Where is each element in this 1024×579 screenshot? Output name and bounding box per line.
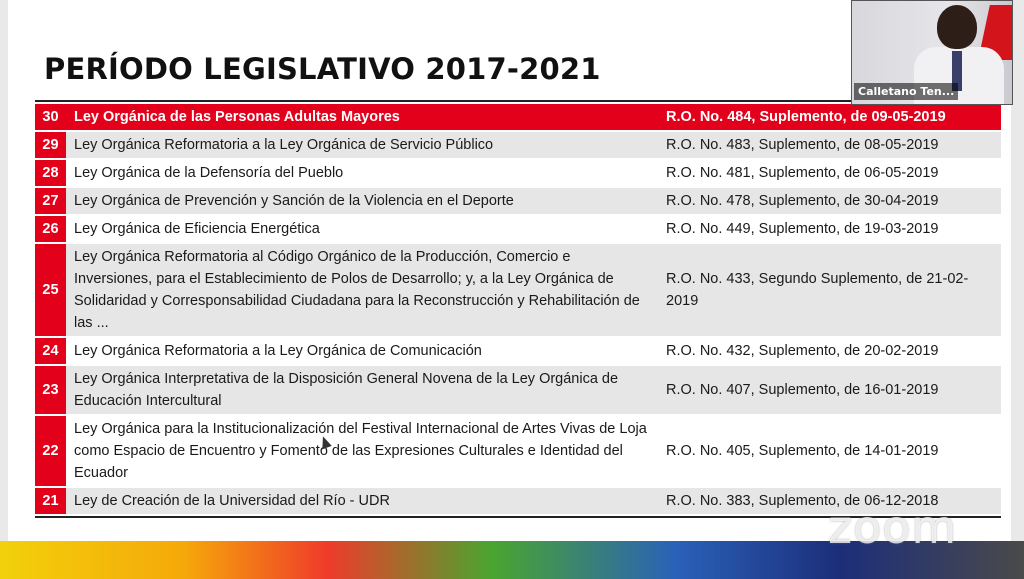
registry-reference: R.O. No. 432, Suplemento, de 20-02-2019 bbox=[658, 338, 1001, 364]
registry-reference: R.O. No. 478, Suplemento, de 30-04-2019 bbox=[658, 188, 1001, 214]
row-number: 26 bbox=[35, 216, 66, 242]
law-name: Ley Orgánica de Eficiencia Energética bbox=[66, 216, 658, 242]
row-number: 29 bbox=[35, 132, 66, 158]
law-name: Ley Orgánica de Prevención y Sanción de la Violencia en el Deporte bbox=[66, 188, 658, 214]
row-number: 21 bbox=[35, 488, 66, 514]
law-name: Ley Orgánica de la Defensoría del Pueblo bbox=[66, 160, 658, 186]
law-name: Ley Orgánica Reformatoria a la Ley Orgánica de Servicio Público bbox=[66, 132, 658, 158]
law-name: Ley Orgánica Reformatoria a la Ley Orgánica de Comunicación bbox=[66, 338, 658, 364]
law-name: Ley de Creación de la Universidad del Río - UDR bbox=[66, 488, 658, 514]
zoom-watermark: zoom bbox=[828, 500, 958, 554]
table-row bbox=[35, 188, 1001, 214]
registry-reference: R.O. No. 449, Suplemento, de 19-03-2019 bbox=[658, 216, 1001, 242]
registry-reference: R.O. No. 405, Suplemento, de 14-01-2019 bbox=[658, 416, 1001, 486]
row-number: 25 bbox=[35, 244, 66, 336]
participant-head bbox=[937, 5, 977, 49]
table-row bbox=[35, 160, 1001, 186]
table-row bbox=[35, 244, 1001, 336]
registry-reference: R.O. No. 433, Segundo Suplemento, de 21-02-2019 bbox=[658, 244, 1001, 336]
table-row bbox=[35, 338, 1001, 364]
table-row bbox=[35, 366, 1001, 414]
row-number: 28 bbox=[35, 160, 66, 186]
row-number: 22 bbox=[35, 416, 66, 486]
registry-reference: R.O. No. 481, Suplemento, de 06-05-2019 bbox=[658, 160, 1001, 186]
participant-video-tile[interactable] bbox=[851, 0, 1013, 105]
table-row bbox=[35, 416, 1001, 486]
registry-reference: R.O. No. 484, Suplemento, de 09-05-2019 bbox=[658, 104, 1001, 130]
row-number: 23 bbox=[35, 366, 66, 414]
law-name: Ley Orgánica para la Institucionalización del Festival Internacional de Artes Vivas de Loja como Espacio de Encuentro y Fomento de las Expresiones Culturales e Identidad del Ecuador bbox=[66, 416, 658, 486]
registry-reference: R.O. No. 407, Suplemento, de 16-01-2019 bbox=[658, 366, 1001, 414]
slide-title: PERÍODO LEGISLATIVO 2017-2021 bbox=[44, 52, 601, 86]
law-name: Ley Orgánica Reformatoria al Código Orgánico de la Producción, Comercio e Inversiones, para el Establecimiento de Polos de Desarrollo; y, a la Ley Orgánica de Solidaridad y Corresponsabilidad Ciudadana para la Reconstrucción y Rehabilitación de las ... bbox=[66, 244, 658, 336]
row-number: 24 bbox=[35, 338, 66, 364]
table-row bbox=[35, 104, 1001, 130]
laws-table bbox=[35, 100, 1001, 518]
row-number: 27 bbox=[35, 188, 66, 214]
law-name: Ley Orgánica Interpretativa de la Disposición General Novena de la Ley Orgánica de Educación Intercultural bbox=[66, 366, 658, 414]
row-number: 30 bbox=[35, 104, 66, 130]
table-row bbox=[35, 132, 1001, 158]
registry-reference: R.O. No. 383, Suplemento, de 06-12-2018 bbox=[658, 488, 1001, 514]
table-row bbox=[35, 216, 1001, 242]
registry-reference: R.O. No. 483, Suplemento, de 08-05-2019 bbox=[658, 132, 1001, 158]
participant-name: Calletano Ten... bbox=[854, 83, 958, 100]
law-name: Ley Orgánica de las Personas Adultas Mayores bbox=[66, 104, 658, 130]
